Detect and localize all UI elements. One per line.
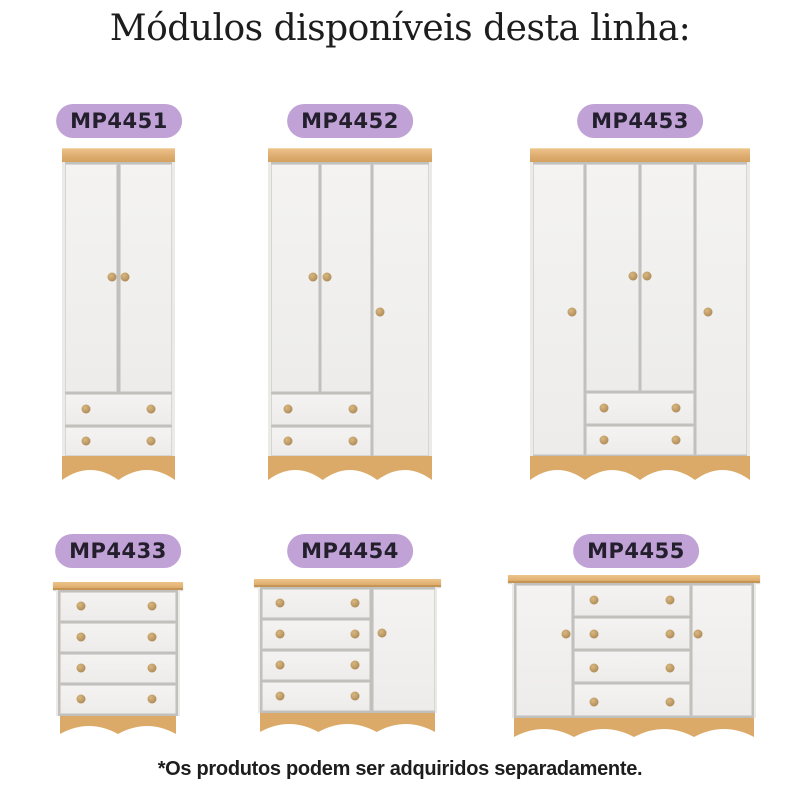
door-knob bbox=[309, 273, 318, 282]
drawer-knob bbox=[82, 437, 91, 446]
door-knob bbox=[108, 273, 117, 282]
side-frame bbox=[56, 590, 58, 716]
product-badge-mp4452: MP4452 bbox=[287, 104, 413, 138]
drawer-knob bbox=[77, 695, 86, 704]
product-image-mp4452 bbox=[268, 148, 432, 480]
drawer-knob bbox=[77, 602, 86, 611]
door-knob bbox=[568, 308, 577, 317]
door-knob bbox=[643, 272, 652, 281]
drawer-knob bbox=[349, 405, 358, 414]
base-skirt bbox=[60, 716, 176, 734]
door-knob bbox=[378, 629, 387, 638]
door-knob bbox=[376, 308, 385, 317]
side-frame bbox=[754, 583, 756, 718]
drawer-knob bbox=[666, 596, 675, 605]
drawer-knob bbox=[351, 661, 360, 670]
product-image-mp4453 bbox=[530, 148, 750, 480]
product-image-mp4433 bbox=[56, 582, 180, 734]
drawer-knob bbox=[147, 405, 156, 414]
door-panel bbox=[373, 589, 435, 711]
footnote-text: *Os produtos podem ser adquiridos separadamente. bbox=[157, 758, 643, 780]
side-frame bbox=[172, 162, 175, 456]
base-skirt bbox=[530, 456, 750, 480]
wood-top bbox=[508, 575, 760, 583]
drawer-knob bbox=[148, 633, 157, 642]
page-title: Módulos disponíveis desta linha: bbox=[109, 8, 691, 49]
drawer-knob bbox=[590, 664, 599, 673]
cabinet-body bbox=[258, 587, 437, 713]
drawer-knob bbox=[666, 664, 675, 673]
product-badge-mp4453: MP4453 bbox=[577, 104, 703, 138]
drawer-knob bbox=[77, 633, 86, 642]
side-frame bbox=[435, 587, 437, 713]
cabinet-body bbox=[530, 162, 750, 456]
door-knob bbox=[694, 630, 703, 639]
wood-top bbox=[53, 582, 183, 590]
side-frame bbox=[747, 162, 750, 456]
drawer-knob bbox=[600, 404, 609, 413]
product-badge-mp4454: MP4454 bbox=[287, 534, 413, 568]
drawer-knob bbox=[672, 436, 681, 445]
product-badge-mp4451: MP4451 bbox=[56, 104, 182, 138]
product-image-mp4455 bbox=[512, 575, 756, 737]
wood-top bbox=[254, 579, 441, 587]
drawer-knob bbox=[666, 630, 675, 639]
drawer-knob bbox=[148, 695, 157, 704]
drawer-knob bbox=[284, 405, 293, 414]
drawer-knob bbox=[276, 661, 285, 670]
base-skirt bbox=[514, 718, 754, 737]
cabinet-body bbox=[56, 590, 180, 716]
drawer-knob bbox=[284, 437, 293, 446]
drawer-knob bbox=[148, 664, 157, 673]
product-badge-mp4433: MP4433 bbox=[55, 534, 181, 568]
drawer-knob bbox=[351, 599, 360, 608]
drawer-knob bbox=[147, 437, 156, 446]
drawer-knob bbox=[590, 698, 599, 707]
door-panel bbox=[516, 585, 572, 716]
drawer-knob bbox=[276, 599, 285, 608]
cabinet-body bbox=[62, 162, 175, 456]
drawer-knob bbox=[351, 692, 360, 701]
door-knob bbox=[562, 630, 571, 639]
door-knob bbox=[629, 272, 638, 281]
base-skirt bbox=[268, 456, 432, 480]
door-knob bbox=[121, 273, 130, 282]
cabinet-body bbox=[268, 162, 432, 456]
product-image-mp4454 bbox=[258, 579, 437, 732]
drawer-knob bbox=[590, 630, 599, 639]
drawer-knob bbox=[666, 698, 675, 707]
side-frame bbox=[512, 583, 514, 718]
drawer-knob bbox=[276, 630, 285, 639]
cabinet-body bbox=[512, 583, 756, 718]
door-knob bbox=[704, 308, 713, 317]
drawer-knob bbox=[276, 692, 285, 701]
door-knob bbox=[323, 273, 332, 282]
drawer-knob bbox=[349, 437, 358, 446]
drawer-knob bbox=[77, 664, 86, 673]
drawer-knob bbox=[672, 404, 681, 413]
product-badge-mp4455: MP4455 bbox=[573, 534, 699, 568]
side-frame bbox=[258, 587, 260, 713]
drawer-knob bbox=[148, 602, 157, 611]
base-skirt bbox=[62, 456, 175, 480]
drawer-knob bbox=[590, 596, 599, 605]
drawer-knob bbox=[82, 405, 91, 414]
door-panel bbox=[692, 585, 752, 716]
side-frame bbox=[178, 590, 180, 716]
side-frame bbox=[429, 162, 432, 456]
door-panel bbox=[533, 164, 584, 455]
product-image-mp4451 bbox=[62, 148, 175, 480]
base-skirt bbox=[260, 713, 435, 732]
drawer-knob bbox=[600, 436, 609, 445]
drawer-knob bbox=[351, 630, 360, 639]
